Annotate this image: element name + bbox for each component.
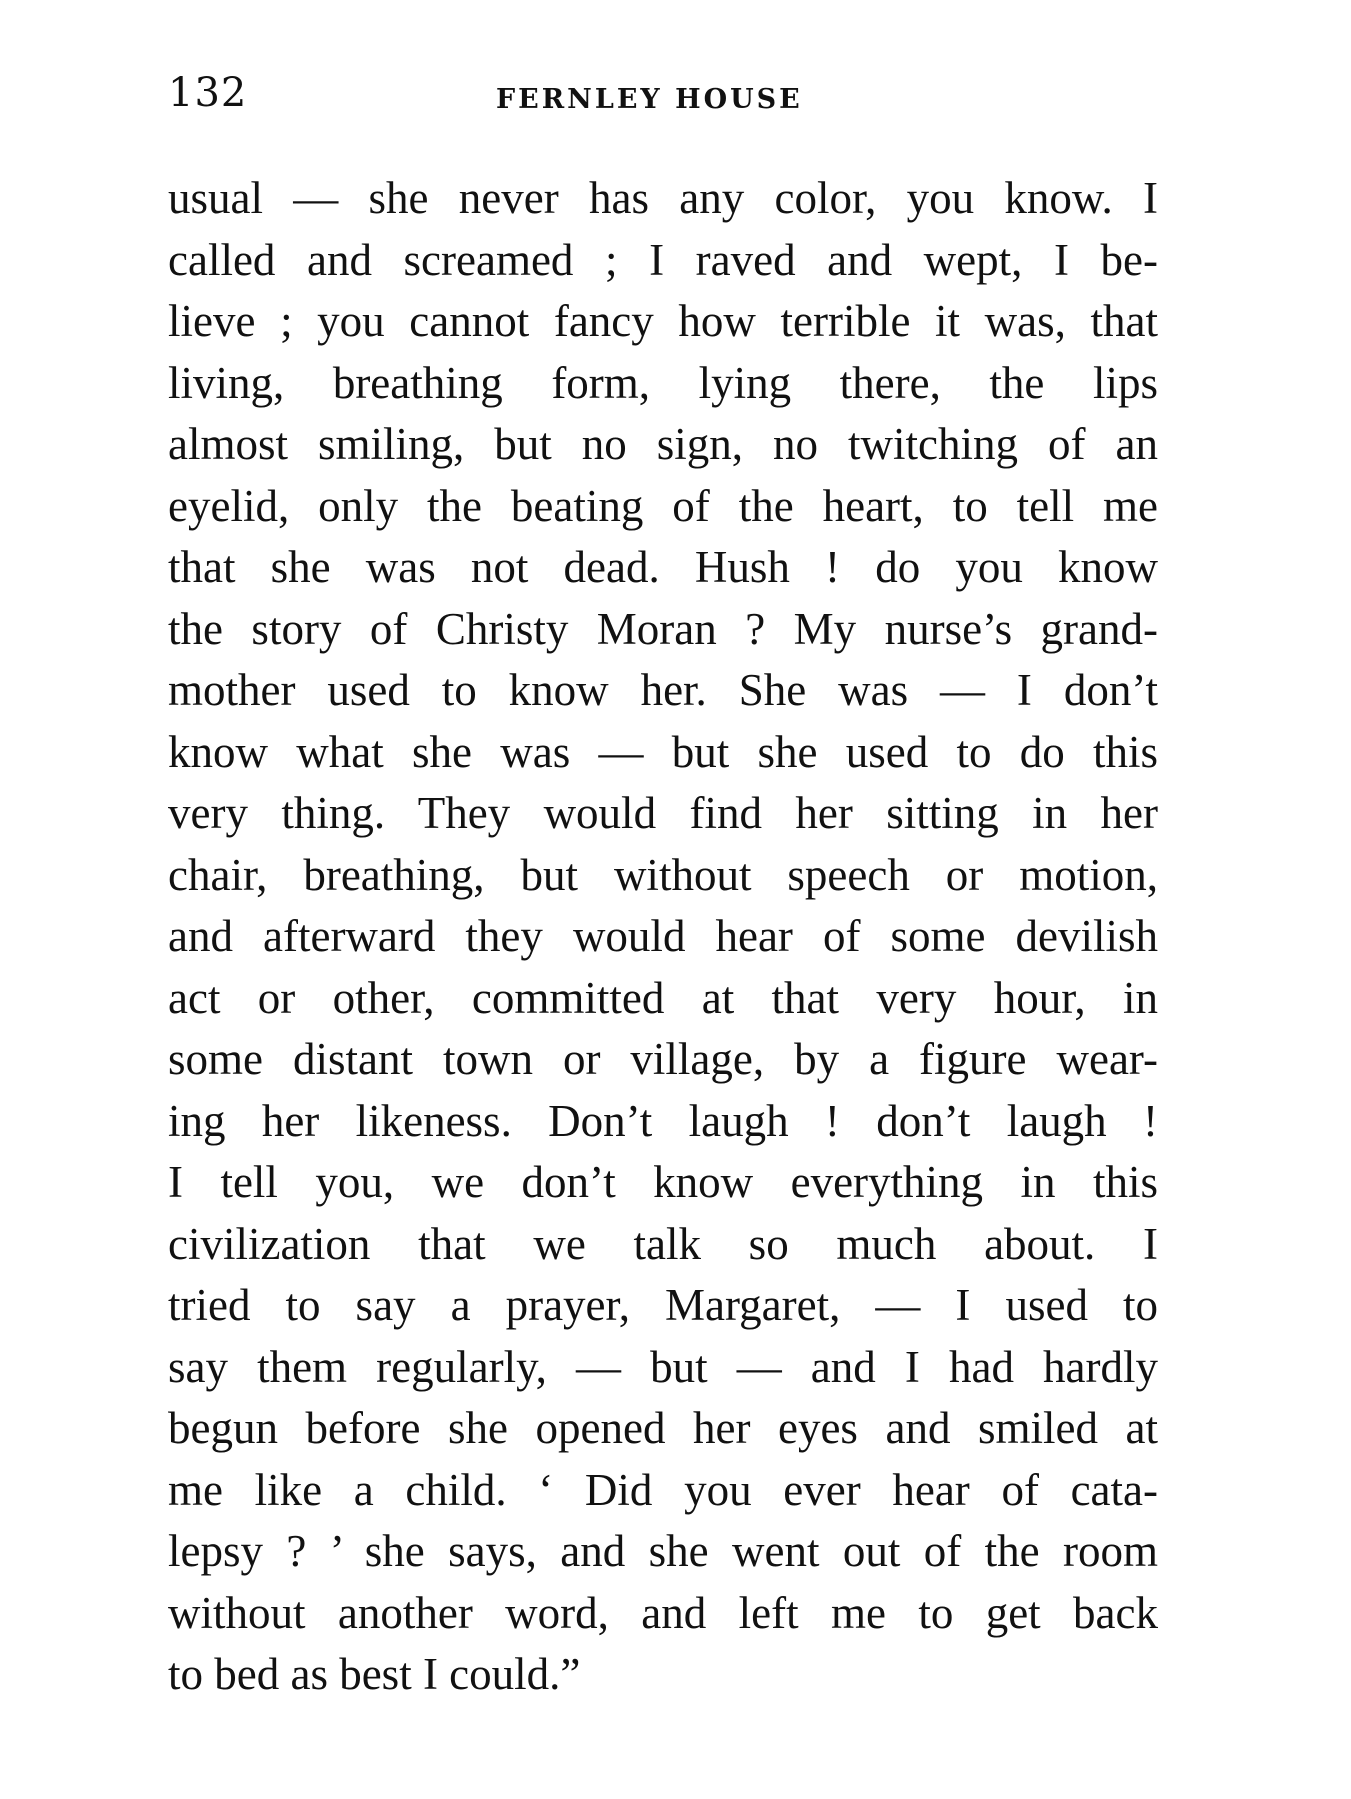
running-head: FERNLEY HOUSE [496, 84, 803, 115]
text-line: and afterward they would hear of some devilish [168, 911, 1158, 961]
text-line: almost smiling, but no sign, no twitching of an [168, 419, 1158, 469]
body-text [168, 168, 1158, 1706]
text-line: say them regularly, — but — and I had hardly [168, 1341, 1158, 1392]
text-line: some distant town or village, by a figure wear- [168, 1034, 1158, 1084]
text-line: begun before she opened her eyes and smiled at [168, 1403, 1158, 1453]
text-line: the story of Christy Moran ? My nurse’s grand- [168, 603, 1158, 654]
text-line: chair, breathing, but without speech or motion, [168, 849, 1158, 900]
page-number: 132 [168, 70, 248, 116]
text-line: very thing. They would find her sitting in her [168, 788, 1158, 838]
text-line: tried to say a prayer, Margaret, — I used to [168, 1280, 1158, 1330]
text-line: know what she was — but she used to do this [168, 726, 1158, 777]
text-line: without another word, and left me to get back [168, 1587, 1158, 1638]
text-line: me like a child. ‘ Did you ever hear of cata- [168, 1464, 1158, 1515]
text-line: living, breathing form, lying there, the lips [168, 357, 1158, 408]
text-line: I tell you, we don’t know everything in this [168, 1157, 1158, 1207]
text-line: lepsy ? ’ she says, and she went out of the room [168, 1526, 1158, 1576]
text-line: act or other, committed at that very hour, in [168, 972, 1158, 1023]
text-line: ing her likeness. Don’t laugh ! don’t laugh ! [168, 1095, 1158, 1146]
text-line: called and screamed ; I raved and wept, I be- [168, 234, 1158, 285]
page-header [168, 70, 1168, 130]
text-line-last: to bed as best I could.” [168, 1649, 581, 1699]
text-line: eyelid, only the beating of the heart, to tell me [168, 480, 1158, 531]
text-line: usual — she never has any color, you know. I [168, 173, 1158, 223]
text-line: civilization that we talk so much about. I [168, 1218, 1158, 1269]
text-line: that she was not dead. Hush ! do you know [168, 542, 1158, 592]
text-line: mother used to know her. She was — I don’t [168, 665, 1158, 715]
text-line: lieve ; you cannot fancy how terrible it was, that [168, 296, 1158, 346]
